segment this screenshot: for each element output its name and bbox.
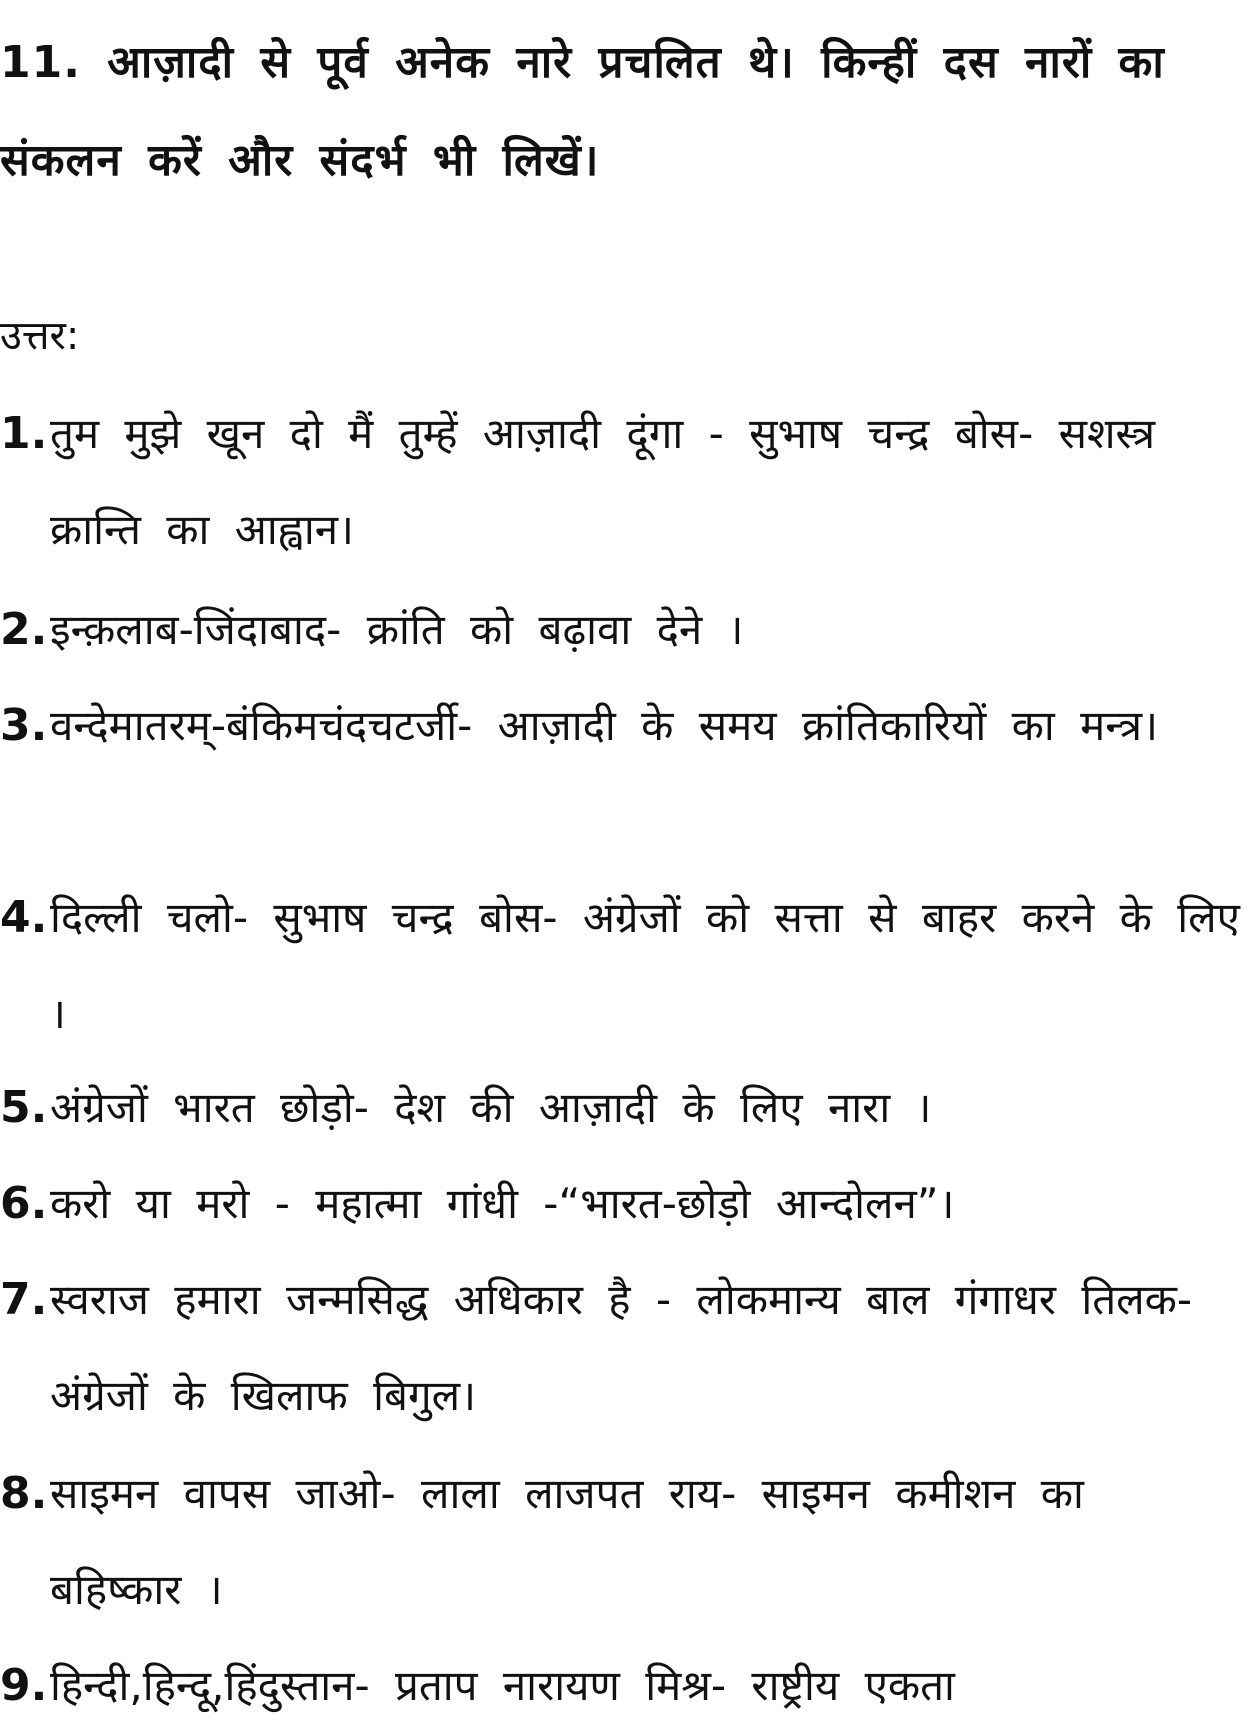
item-number: 2. (0, 604, 48, 655)
list-item (0, 1156, 1240, 1252)
item-number: 5. (0, 1082, 48, 1133)
list-item (0, 870, 1240, 1062)
list-item (0, 1252, 1240, 1444)
item-text: दिल्ली चलो- सुभाष चन्द्र बोस- अंग्रेजों को सत्ता से बाहर करने के लिए । (50, 893, 1240, 1038)
item-text: वन्देमातरम्-बंकिमचंदचटर्जी- आज़ादी के समय क्रांतिकारियों का मन्त्र। (50, 701, 1159, 750)
answer-label: उत्तर: (0, 313, 80, 359)
list-item (0, 1060, 1240, 1156)
list-item (0, 678, 1240, 774)
item-text: स्वराज हमारा जन्मसिद्ध अधिकार है - लोकमान्य बाल गंगाधर तिलक- अंग्रेजों के खिलाफ बिगुल। (50, 1275, 1193, 1420)
list-item (0, 386, 1240, 578)
item-number: 7. (0, 1274, 48, 1325)
item-number: 6. (0, 1178, 48, 1229)
item-text: इन्क़लाब-जिंदाबाद- क्रांति को बढ़ावा देने । (50, 605, 744, 654)
question-text: 11. आज़ादी से पूर्व अनेक नारे प्रचलित थे। किन्हीं दस नारों का संकलन करें और संदर्भ भी लिखें। (0, 37, 1165, 186)
item-number: 8. (0, 1468, 48, 1519)
item-text: करो या मरो - महात्मा गांधी -“भारत-छोड़ो आन्दोलन”। (50, 1179, 955, 1228)
item-number: 4. (0, 892, 48, 943)
list-item (0, 1638, 1240, 1734)
item-number: 3. (0, 700, 48, 751)
list-item (0, 1446, 1240, 1638)
item-number: 1. (0, 408, 48, 459)
item-text: तुम मुझे खून दो मैं तुम्हें आज़ादी दूंगा - सुभाष चन्द्र बोस- सशस्त्र क्रान्ति का आह्वान। (50, 409, 1156, 554)
item-text: हिन्दी,हिन्दू,हिंदुस्तान- प्रताप नारायण मिश्र- राष्ट्रीय एकता (50, 1661, 955, 1710)
item-number: 9. (0, 1660, 48, 1711)
item-text: साइमन वापस जाओ- लाला लाजपत राय- साइमन कमीशन का बहिष्कार । (50, 1469, 1084, 1614)
list-item (0, 582, 1240, 678)
item-text: अंग्रेजों भारत छोड़ो- देश की आज़ादी के लिए नारा । (50, 1083, 932, 1132)
